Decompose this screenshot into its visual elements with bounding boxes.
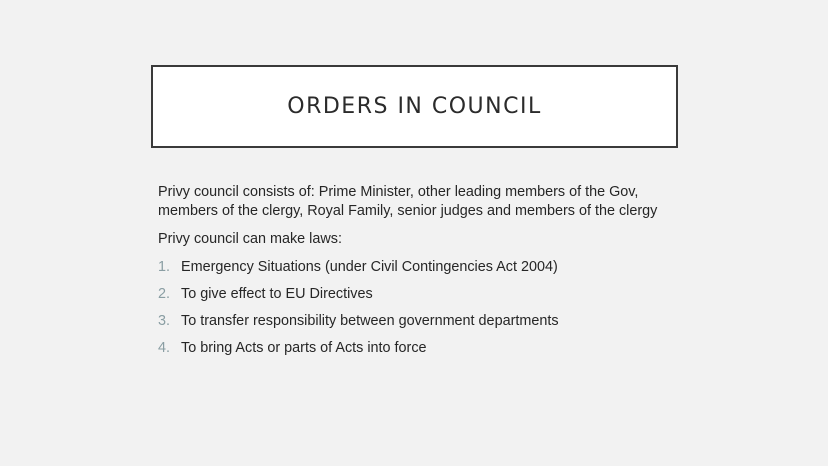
slide-title: ORDERS IN COUNCIL xyxy=(287,94,542,119)
slide-content xyxy=(158,183,678,358)
list-item xyxy=(158,258,678,277)
list-item-text: To bring Acts or parts of Acts into force xyxy=(181,340,427,356)
list-item xyxy=(158,285,678,304)
title-box xyxy=(151,65,678,148)
laws-list xyxy=(158,258,678,358)
list-item-number: 2. xyxy=(158,286,171,302)
list-item xyxy=(158,312,678,331)
list-item-number: 1. xyxy=(158,259,171,275)
list-item-text: To give effect to EU Directives xyxy=(181,286,373,302)
privy-council-members-paragraph: Privy council consists of: Prime Minister, other leading members of the Gov, members of the clergy, Royal Family, senior judges and members of the clergy xyxy=(158,184,658,219)
list-item-number: 3. xyxy=(158,313,171,329)
privy-council-laws-paragraph: Privy council can make laws: xyxy=(158,231,342,247)
list-item-number: 4. xyxy=(158,340,171,356)
list-item xyxy=(158,339,678,358)
list-item-text: Emergency Situations (under Civil Contingencies Act 2004) xyxy=(181,259,558,275)
list-item-text: To transfer responsibility between government departments xyxy=(181,313,559,329)
